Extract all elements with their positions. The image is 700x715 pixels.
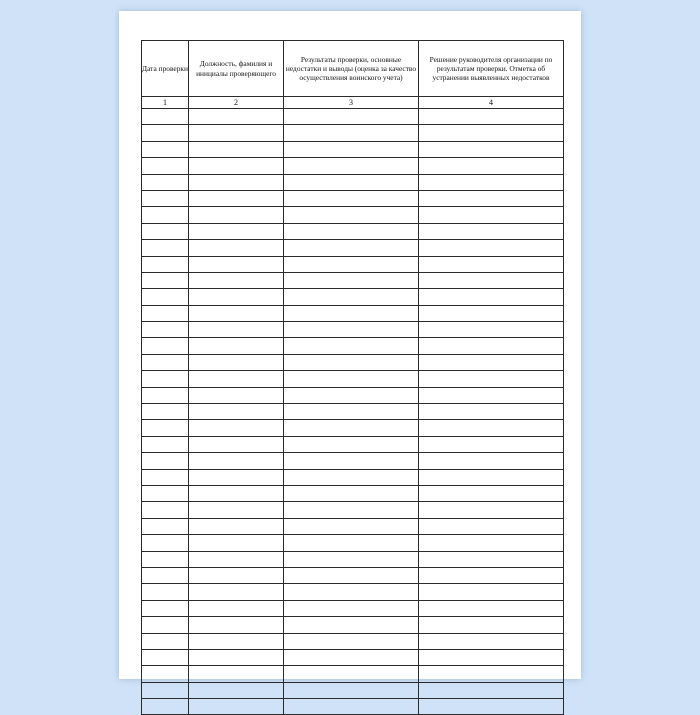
table-row[interactable]: [142, 190, 564, 206]
table-cell[interactable]: [142, 272, 189, 288]
table-cell[interactable]: [142, 305, 189, 321]
table-cell[interactable]: [419, 207, 564, 223]
table-cell[interactable]: [189, 158, 284, 174]
table-cell[interactable]: [284, 453, 419, 469]
table-cell[interactable]: [189, 469, 284, 485]
table-cell[interactable]: [419, 109, 564, 125]
table-cell[interactable]: [189, 502, 284, 518]
register-table: [141, 40, 564, 715]
table-cell[interactable]: [189, 584, 284, 600]
column-number-2: 2: [189, 97, 284, 109]
table-cell[interactable]: [419, 584, 564, 600]
table-cell[interactable]: [419, 256, 564, 272]
table-cell[interactable]: [419, 485, 564, 501]
table-row[interactable]: [142, 633, 564, 649]
table-cell[interactable]: [142, 518, 189, 534]
table-row[interactable]: [142, 535, 564, 551]
table-cell[interactable]: [419, 240, 564, 256]
table-cell[interactable]: [419, 535, 564, 551]
table-body: [142, 109, 564, 715]
table-cell[interactable]: [284, 535, 419, 551]
table-cell[interactable]: [189, 535, 284, 551]
table-cell[interactable]: [142, 600, 189, 616]
table-cell[interactable]: [419, 174, 564, 190]
table-cell[interactable]: [284, 190, 419, 206]
table-header-cell-decision: Решение руководителя организации по результатам проверки. Отметка об устранении выявленных недостатков: [419, 41, 564, 97]
table-cell[interactable]: [189, 240, 284, 256]
table-cell[interactable]: [419, 600, 564, 616]
table-row[interactable]: [142, 256, 564, 272]
table-cell[interactable]: [419, 567, 564, 583]
table-cell[interactable]: [189, 485, 284, 501]
table-cell[interactable]: [284, 371, 419, 387]
table-cell[interactable]: [419, 617, 564, 633]
register-table-container: [141, 40, 559, 715]
table-cell[interactable]: [189, 174, 284, 190]
table-cell[interactable]: [419, 699, 564, 715]
table-cell[interactable]: [142, 371, 189, 387]
table-cell[interactable]: [284, 502, 419, 518]
table-cell[interactable]: [284, 141, 419, 157]
table-cell[interactable]: [189, 617, 284, 633]
table-cell[interactable]: [189, 141, 284, 157]
table-row[interactable]: [142, 387, 564, 403]
table-cell[interactable]: [189, 600, 284, 616]
table-cell[interactable]: [142, 158, 189, 174]
table-cell[interactable]: [284, 387, 419, 403]
table-cell[interactable]: [142, 125, 189, 141]
table-row[interactable]: [142, 289, 564, 305]
table-cell[interactable]: [142, 633, 189, 649]
table-cell[interactable]: [189, 371, 284, 387]
table-cell[interactable]: [142, 502, 189, 518]
table-row[interactable]: [142, 469, 564, 485]
table-cell[interactable]: [284, 223, 419, 239]
table-cell[interactable]: [142, 453, 189, 469]
table-row[interactable]: [142, 436, 564, 452]
table-row[interactable]: [142, 551, 564, 567]
table-cell[interactable]: [419, 420, 564, 436]
table-cell[interactable]: [284, 354, 419, 370]
table-column-number-row: [142, 97, 564, 109]
table-row[interactable]: [142, 404, 564, 420]
table-row[interactable]: [142, 453, 564, 469]
table-row[interactable]: [142, 354, 564, 370]
table-row[interactable]: [142, 485, 564, 501]
table-cell[interactable]: [284, 338, 419, 354]
table-header-row: [142, 41, 564, 97]
table-cell[interactable]: [142, 617, 189, 633]
table-cell[interactable]: [419, 666, 564, 682]
table-cell[interactable]: [419, 305, 564, 321]
table-cell[interactable]: [189, 207, 284, 223]
table-cell[interactable]: [419, 223, 564, 239]
table-row[interactable]: [142, 240, 564, 256]
table-cell[interactable]: [189, 699, 284, 715]
table-row[interactable]: [142, 272, 564, 288]
table-cell[interactable]: [142, 223, 189, 239]
table-row[interactable]: [142, 518, 564, 534]
table-row[interactable]: [142, 338, 564, 354]
table-cell[interactable]: [284, 682, 419, 698]
table-cell[interactable]: [284, 633, 419, 649]
table-cell[interactable]: [189, 453, 284, 469]
table-cell[interactable]: [419, 404, 564, 420]
table-cell[interactable]: [284, 305, 419, 321]
table-cell[interactable]: [419, 141, 564, 157]
table-cell[interactable]: [284, 404, 419, 420]
table-cell[interactable]: [142, 485, 189, 501]
table-cell[interactable]: [284, 666, 419, 682]
table-cell[interactable]: [284, 567, 419, 583]
table-cell[interactable]: [142, 387, 189, 403]
table-row[interactable]: [142, 125, 564, 141]
table-cell[interactable]: [142, 404, 189, 420]
table-cell[interactable]: [419, 633, 564, 649]
table-cell[interactable]: [419, 502, 564, 518]
table-cell[interactable]: [189, 190, 284, 206]
column-number-1: 1: [142, 97, 189, 109]
table-cell[interactable]: [189, 338, 284, 354]
table-cell[interactable]: [284, 551, 419, 567]
table-cell[interactable]: [142, 649, 189, 665]
table-cell[interactable]: [142, 141, 189, 157]
table-row[interactable]: [142, 502, 564, 518]
table-cell[interactable]: [142, 240, 189, 256]
table-cell[interactable]: [142, 682, 189, 698]
table-cell[interactable]: [189, 354, 284, 370]
table-cell[interactable]: [419, 289, 564, 305]
table-header-cell-date: Дата проверки: [142, 41, 189, 97]
table-cell[interactable]: [419, 190, 564, 206]
table-cell[interactable]: [419, 371, 564, 387]
table-cell[interactable]: [284, 240, 419, 256]
table-cell[interactable]: [284, 600, 419, 616]
table-cell[interactable]: [284, 158, 419, 174]
table-cell[interactable]: [142, 256, 189, 272]
table-cell[interactable]: [284, 289, 419, 305]
table-cell[interactable]: [419, 272, 564, 288]
table-cell[interactable]: [142, 436, 189, 452]
table-cell[interactable]: [284, 207, 419, 223]
table-cell[interactable]: [419, 469, 564, 485]
table-cell[interactable]: [189, 256, 284, 272]
table-header: [142, 41, 564, 109]
table-cell[interactable]: [142, 338, 189, 354]
table-row[interactable]: [142, 322, 564, 338]
table-cell[interactable]: [189, 518, 284, 534]
column-number-3: 3: [284, 97, 419, 109]
table-cell[interactable]: [189, 305, 284, 321]
table-cell[interactable]: [142, 666, 189, 682]
table-cell[interactable]: [189, 125, 284, 141]
table-cell[interactable]: [189, 272, 284, 288]
table-cell[interactable]: [419, 338, 564, 354]
table-cell[interactable]: [189, 223, 284, 239]
table-cell[interactable]: [142, 535, 189, 551]
table-cell[interactable]: [419, 158, 564, 174]
table-header-cell-results: Результаты проверки, основные недостатки и выводы (оценка за качество осуществления воинского учета): [284, 41, 419, 97]
table-cell[interactable]: [284, 518, 419, 534]
table-cell[interactable]: [284, 699, 419, 715]
table-cell[interactable]: [142, 354, 189, 370]
table-cell[interactable]: [189, 551, 284, 567]
table-cell[interactable]: [189, 649, 284, 665]
table-row[interactable]: [142, 158, 564, 174]
table-cell[interactable]: [142, 699, 189, 715]
table-cell[interactable]: [189, 666, 284, 682]
table-cell[interactable]: [142, 322, 189, 338]
table-cell[interactable]: [419, 387, 564, 403]
table-cell[interactable]: [419, 551, 564, 567]
table-cell[interactable]: [189, 322, 284, 338]
table-cell[interactable]: [142, 469, 189, 485]
table-row[interactable]: [142, 174, 564, 190]
table-cell[interactable]: [284, 125, 419, 141]
table-row[interactable]: [142, 141, 564, 157]
table-cell[interactable]: [189, 567, 284, 583]
table-cell[interactable]: [142, 584, 189, 600]
table-row[interactable]: [142, 666, 564, 682]
table-cell[interactable]: [189, 289, 284, 305]
table-cell[interactable]: [189, 109, 284, 125]
document-page: [119, 11, 581, 679]
table-row[interactable]: [142, 207, 564, 223]
table-cell[interactable]: [189, 387, 284, 403]
table-cell[interactable]: [419, 682, 564, 698]
table-row[interactable]: [142, 699, 564, 715]
table-cell[interactable]: [189, 633, 284, 649]
table-cell[interactable]: [419, 649, 564, 665]
table-header-cell-inspector: Должность, фамилия и инициалы проверяющего: [189, 41, 284, 97]
table-row[interactable]: [142, 682, 564, 698]
table-cell[interactable]: [142, 551, 189, 567]
table-cell[interactable]: [142, 207, 189, 223]
table-row[interactable]: [142, 223, 564, 239]
table-cell[interactable]: [284, 174, 419, 190]
table-row[interactable]: [142, 600, 564, 616]
table-row[interactable]: [142, 584, 564, 600]
table-cell[interactable]: [142, 174, 189, 190]
table-cell[interactable]: [284, 272, 419, 288]
table-row[interactable]: [142, 617, 564, 633]
table-cell[interactable]: [189, 682, 284, 698]
table-cell[interactable]: [284, 420, 419, 436]
table-cell[interactable]: [419, 518, 564, 534]
table-cell[interactable]: [284, 485, 419, 501]
table-cell[interactable]: [419, 125, 564, 141]
table-cell[interactable]: [284, 436, 419, 452]
table-cell[interactable]: [284, 322, 419, 338]
table-cell[interactable]: [419, 322, 564, 338]
table-row[interactable]: [142, 305, 564, 321]
table-row[interactable]: [142, 371, 564, 387]
table-cell[interactable]: [284, 617, 419, 633]
table-cell[interactable]: [284, 469, 419, 485]
table-cell[interactable]: [142, 190, 189, 206]
table-cell[interactable]: [419, 453, 564, 469]
table-cell[interactable]: [189, 436, 284, 452]
table-cell[interactable]: [189, 420, 284, 436]
table-cell[interactable]: [284, 109, 419, 125]
table-cell[interactable]: [284, 256, 419, 272]
table-cell[interactable]: [284, 584, 419, 600]
table-row[interactable]: [142, 567, 564, 583]
table-cell[interactable]: [142, 567, 189, 583]
table-cell[interactable]: [142, 289, 189, 305]
table-cell[interactable]: [419, 436, 564, 452]
table-cell[interactable]: [284, 649, 419, 665]
table-row[interactable]: [142, 649, 564, 665]
column-number-4: 4: [419, 97, 564, 109]
table-cell[interactable]: [142, 420, 189, 436]
table-row[interactable]: [142, 420, 564, 436]
table-cell[interactable]: [142, 109, 189, 125]
table-cell[interactable]: [419, 354, 564, 370]
table-cell[interactable]: [189, 404, 284, 420]
table-row[interactable]: [142, 109, 564, 125]
